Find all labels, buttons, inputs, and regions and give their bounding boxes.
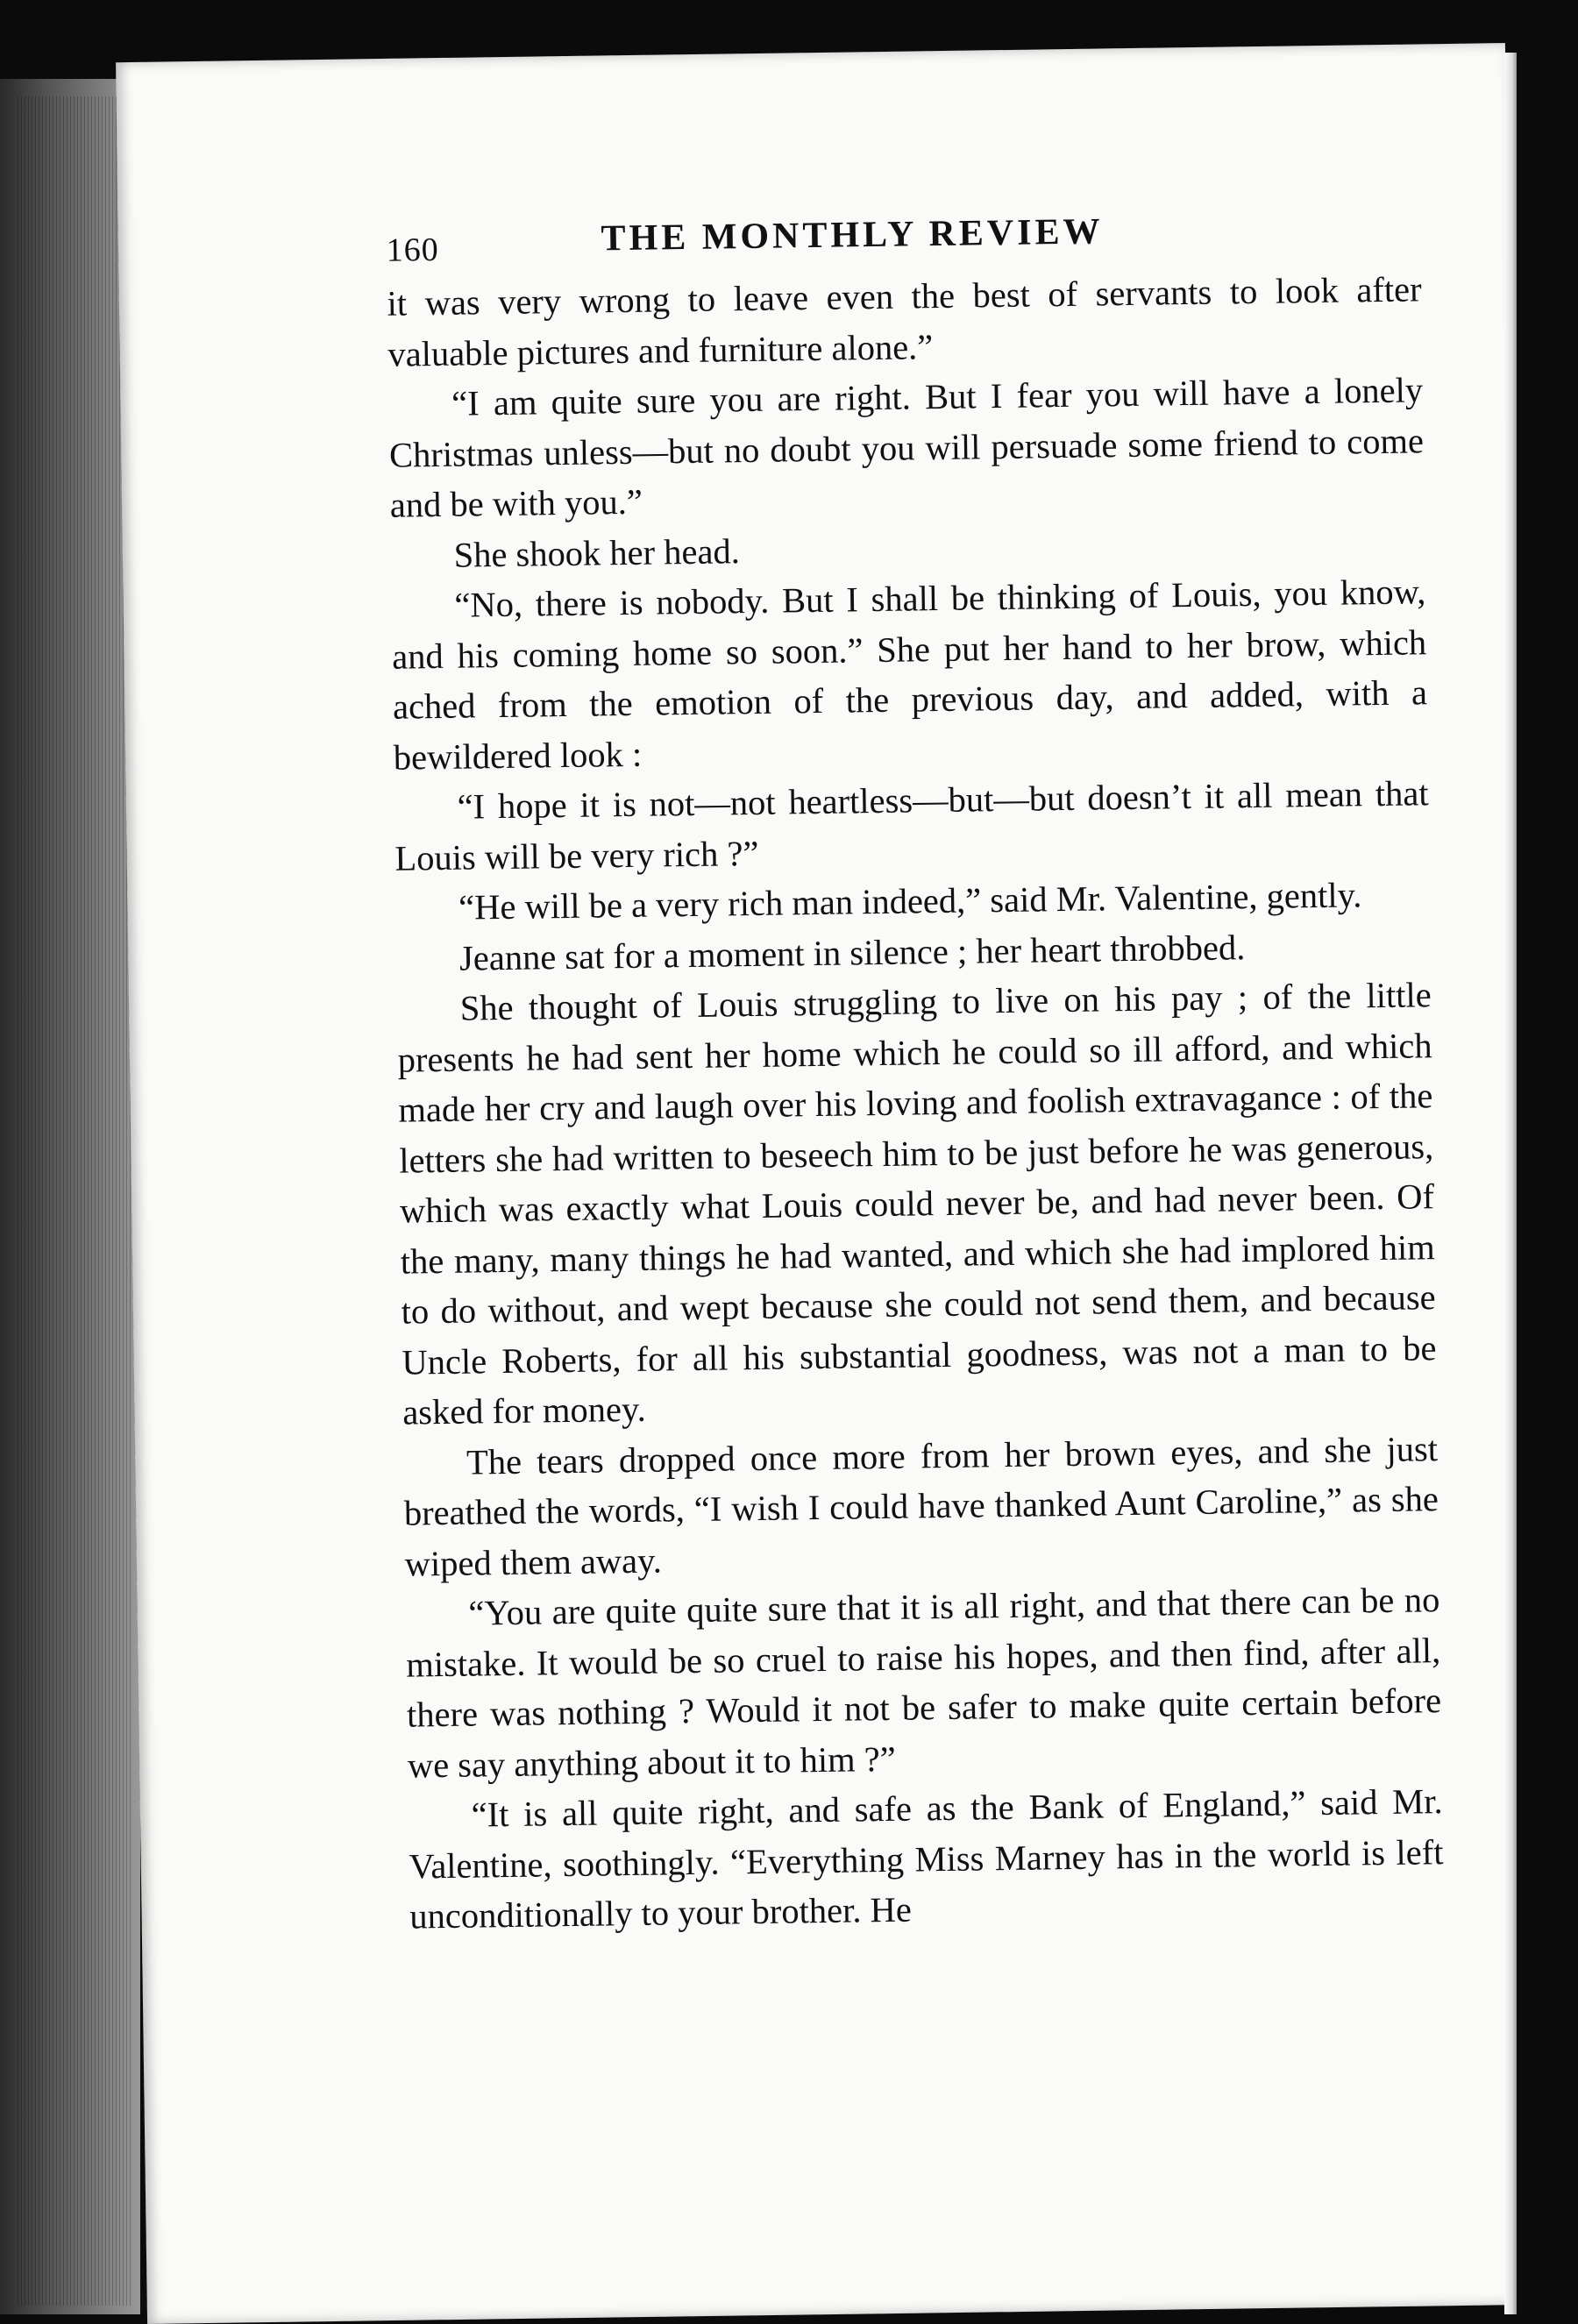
paragraph: “It is all quite right, and safe as the Bank of England,” said Mr. Valentine, soothingly. “Everything Miss Marney has in the world is left unconditionally to your brother. He [409, 1781, 1444, 1937]
running-title: THE MONTHLY REVIEW [601, 211, 1104, 259]
page-edge-texture [18, 96, 132, 2306]
paragraph: She shook her head. [453, 530, 741, 575]
paragraph: “You are quite quite sure that it is all right, and that there can be no mistake. It would be so cruel to raise his hopes, and then find, after all, there was nothing ? Would it not be safer to make quite certain before we say anything about it to him ?” [405, 1580, 1442, 1786]
paragraph: She thought of Louis struggling to live on his pay ; of the little presents he had sent her home which he could so ill afford, and which made her cry and laugh over his loving and foolish extravagance : of the letters she had written to beseech him to be just before he was generous, which was exactly what Louis could never be, and had never been. Of the many, many things he had wanted, and which she had implored him to do without, and wept because she could not send them, and because Uncle Roberts, for all his substantial goodness, was not a man to be asked for money. [397, 975, 1437, 1432]
paragraph: “No, there is nobody. But I shall be thinking of Louis, you know, and his coming home so soon.” She put her hand to her brow, which ached from the emotion of the previous day, and added, with a bewildered look : [391, 572, 1428, 778]
body-text [246, 264, 1444, 1944]
page-content [245, 187, 1445, 1944]
page-number: 160 [386, 231, 440, 269]
paragraph: The tears dropped once more from her brown eyes, and she just breathed the words, “I wish I could have thanked Aunt Caroline,” as she wiped them away. [403, 1428, 1439, 1584]
paragraph: “I am quite sure you are right. But I fear you will have a lonely Christmas unless—but no doubt you will persuade some friend to come and be with you.” [388, 370, 1425, 525]
paragraph: “I hope it is not—not heartless—but—but doesn’t it all mean that Louis will be very rich ?” [394, 773, 1429, 878]
paragraph: Jeanne sat for a moment in silence ; her heart throbbed. [458, 927, 1246, 978]
paragraph: “He will be a very rich man indeed,” said Mr. Valentine, gently. [458, 875, 1362, 927]
scan-background-right [1517, 0, 1578, 2314]
paragraph-continued: it was very wrong to leave even the best of servants to look after valuable pictures and furniture alone.” [387, 269, 1422, 374]
